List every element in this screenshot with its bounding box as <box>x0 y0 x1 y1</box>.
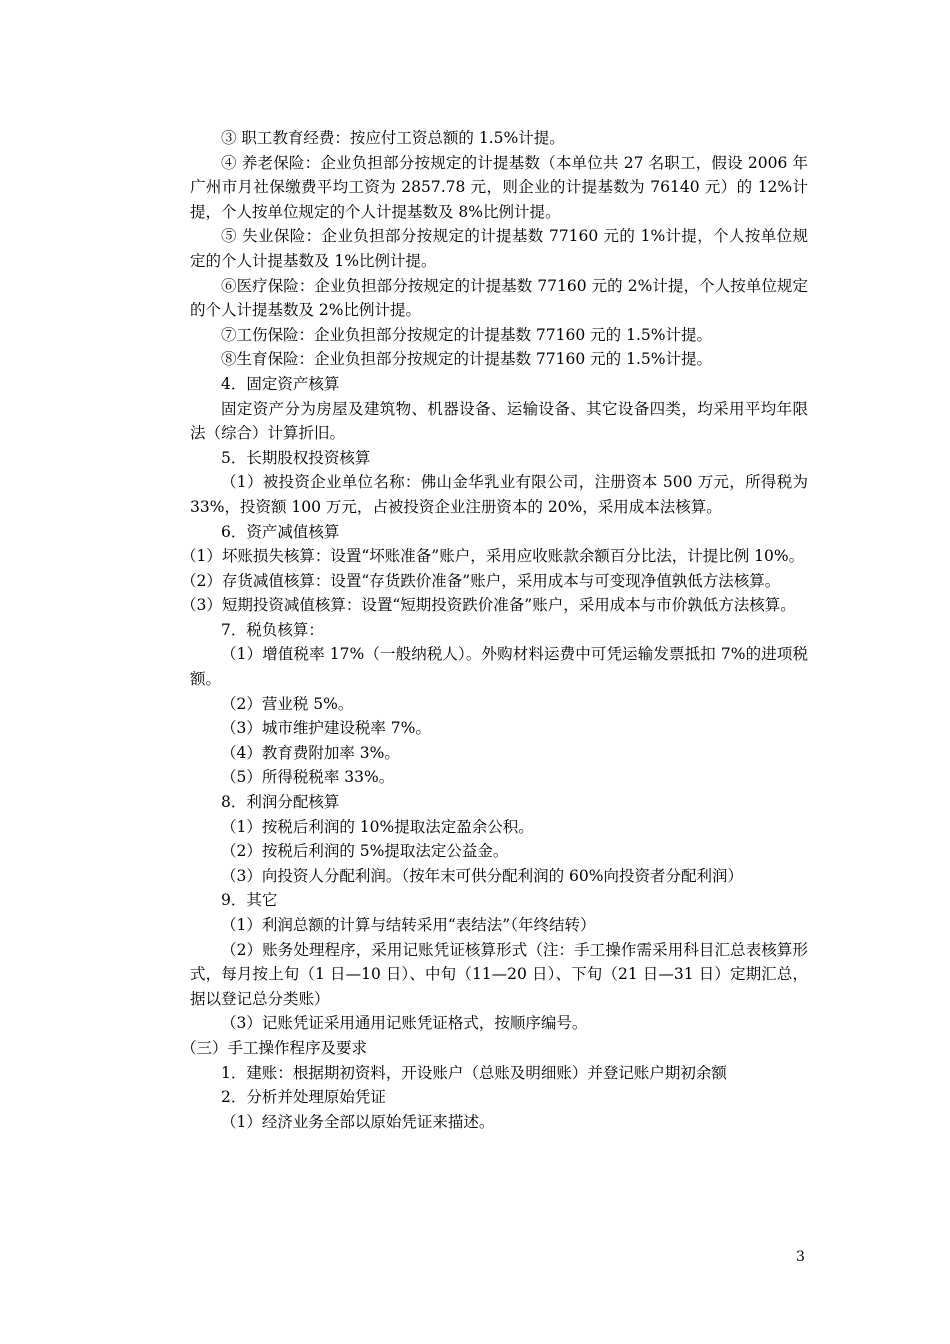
paragraph: （1）坏账损失核算：设置“坏账准备”账户，采用应收账款余额百分比法，计提比例 10%。 <box>181 547 805 566</box>
paragraph: （5）所得税税率 33%。 <box>221 768 395 787</box>
paragraph: （1）利润总额的计算与结转采用“表结法”（年终结转） <box>221 916 596 934</box>
paragraph: 2．分析并处理原始凭证 <box>221 1088 386 1107</box>
paragraph: （2）营业税 5%。 <box>221 694 354 713</box>
paragraph: 8．利润分配核算 <box>221 793 340 812</box>
paragraph: ⑦工伤保险：企业负担部分按规定的计提基数 77160 元的 1.5%计提。 <box>221 325 712 344</box>
page-number: 3 <box>796 1249 805 1265</box>
paragraph: （1）按税后利润的 10%提取法定盈余公积。 <box>221 817 534 836</box>
paragraph: ⑧生育保险：企业负担部分按规定的计提基数 77160 元的 1.5%计提。 <box>221 350 712 369</box>
paragraph: （1）增值税率 17%（一般纳税人）。外购材料运费中可凭运输发票抵扣 7%的进项税额。 <box>190 645 808 689</box>
paragraph: （2）存货减值核算：设置“存货跌价准备”账户，采用成本与可变现净值孰低方法核算。 <box>181 571 781 590</box>
paragraph: 7．税负核算： <box>221 620 324 639</box>
paragraph: （3）向投资人分配利润。（按年末可供分配利润的 60%向投资者分配利润） <box>221 866 743 885</box>
paragraph: ⑤ 失业保险：企业负担部分按规定的计提基数 77160 元的 1%计提，个人按单位规定的个人计提基数及 1%比例计提。 <box>190 227 808 270</box>
paragraph: （1）经济业务全部以原始凭证来描述。 <box>221 1112 495 1131</box>
paragraph: 1．建账：根据期初资料，开设账户（总账及明细账）并登记账户期初余额 <box>221 1063 727 1082</box>
paragraph: （2）按税后利润的 5%提取法定公益金。 <box>221 842 509 861</box>
body-text <box>181 126 808 1134</box>
paragraph: ⑥医疗保险：企业负担部分按规定的计提基数 77160 元的 2%计提，个人按单位规定的个人计提基数及 2%比例计提。 <box>190 276 808 320</box>
paragraph: 5．长期股权投资核算 <box>221 448 371 467</box>
paragraph: （3）城市维护建设税率 7%。 <box>221 719 431 738</box>
paragraph: ③ 职工教育经费：按应付工资总额的 1.5%计提。 <box>221 129 565 147</box>
paragraph: 9．其它 <box>221 891 278 910</box>
paragraph: （2）账务处理程序，采用记账凭证核算形式（注：手工操作需采用科目汇总表核算形式，每月按上旬（1 日—10 日）、中旬（11—20 日）、下旬（21 日—31 日）定期汇总，据以登记总分类账） <box>190 940 808 1008</box>
paragraph: （3）短期投资减值核算：设置“短期投资跌价准备”账户，采用成本与市价孰低方法核算。 <box>181 596 796 615</box>
paragraph: （3）记账凭证采用通用记账凭证格式，按顺序编号。 <box>221 1014 588 1033</box>
paragraph: ④ 养老保险：企业负担部分按规定的计提基数（本单位共 27 名职工，假设 2006 年广州市月社保缴费平均工资为 2857.78 元，则企业的计提基数为 76140 元）的 12%计提，个人按单位规定的个人计提基数及 8%比例计提。 <box>190 153 808 221</box>
paragraph: （三）手工操作程序及要求 <box>181 1038 368 1057</box>
paragraph: （4）教育费附加率 3%。 <box>221 743 400 762</box>
paragraph: （1）被投资企业单位名称：佛山金华乳业有限公司，注册资本 500 万元，所得税为 33%，投资额 100 万元，占被投资企业注册资本的 20%，采用成本法核算。 <box>190 473 808 516</box>
paragraph: 4．固定资产核算 <box>221 374 340 393</box>
paragraph: 6．资产减值核算 <box>221 522 340 541</box>
paragraph: 固定资产分为房屋及建筑物、机器设备、运输设备、其它设备四类，均采用平均年限法（综合）计算折旧。 <box>190 399 808 443</box>
